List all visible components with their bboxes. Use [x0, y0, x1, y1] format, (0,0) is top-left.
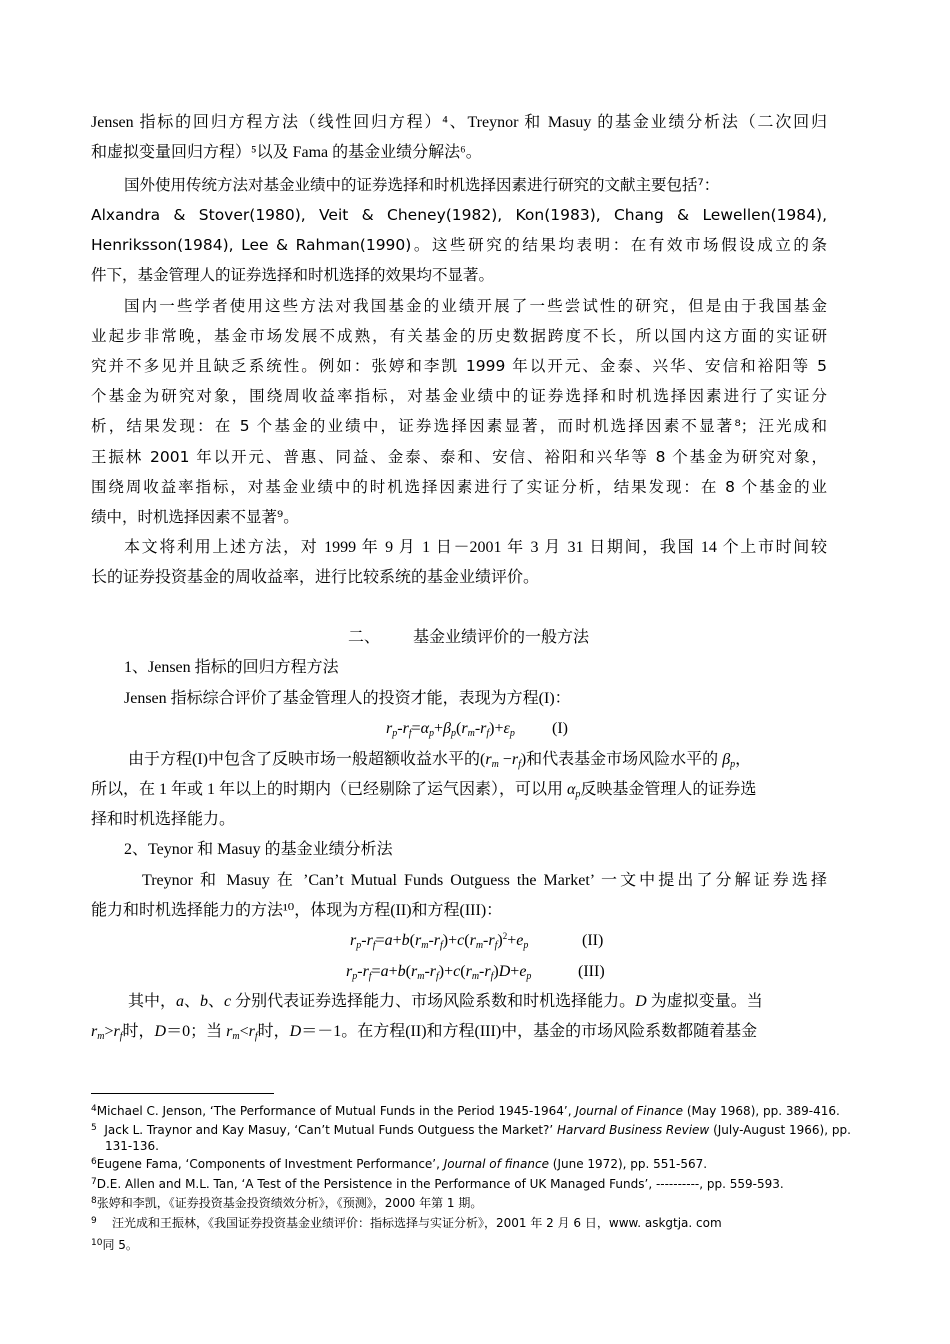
para3-line7: 围绕周收益率指标，对基金业绩中的时机选择因素进行了实证分析，结果发现：在 8 个基金的业 — [91, 478, 827, 496]
sub1-heading: 1、Jensen 指标的回归方程方法 — [124, 659, 339, 676]
footnote-5-cont: 131-136. — [105, 1139, 159, 1153]
para4-line2: 长的证券投资基金的周收益率，进行比较系统的基金业绩评价。 — [91, 569, 540, 586]
footnote-6: $^6$Eugene Fama, ‘Components of Investment Performance’, Journal of finance (June 1972), pp. 551-567. — [91, 1157, 708, 1171]
para2-line2: Alxandra & Stover(1980), Veit & Cheney(1982), Kon(1983), Chang & Lewellen(1984), — [91, 206, 827, 224]
footnote-5: $^5$ Jack L. Traynor and Kay Masuy, ‘Can’t Mutual Funds Outguess the Market?’ Harvard Business Review (July-August 1966), pp. — [91, 1123, 851, 1137]
sub2-where-line2: $r_m>r_f$时，D＝0；当 $r_m<r_f$时，D＝－1。在方程(II)和方程(III)中，基金的市场风险系数都随着基金 — [91, 1023, 758, 1042]
sub2-where-line1: 其中，a、b、c 分别代表证券选择能力、市场风险系数和时机选择能力。D 为虚拟变量。当 — [128, 993, 763, 1010]
para3-line4: 个基金为研究对象，围绕周收益率指标，对基金业绩中的证券选择和时机选择因素进行了实证分 — [91, 387, 827, 405]
footnote-10: $^{10}$同 5。 — [91, 1238, 138, 1252]
footnote-separator — [91, 1093, 274, 1094]
equation-1: $r_p-r_f=\alpha_p+\beta_p(r_m-r_f)+\varepsilon_p$ — [386, 720, 515, 739]
footnote-9: $^9$ 汪光成和王振林，《我国证券投资基金业绩评价：指标选择与实证分析》，2001 年 2 月 6 日，www. askgtja. com — [91, 1216, 722, 1230]
para4-line1: 本文将利用上述方法，对 1999 年 9 月 1 日－2001 年 3 月 31 日期间，我国 14 个上市时间较 — [124, 539, 827, 556]
para3-line2: 业起步非常晚，基金市场发展不成熟，有关基金的历史数据跨度不长，所以国内这方面的实证研 — [91, 327, 827, 345]
para3-line1: 国内一些学者使用这些方法对我国基金的业绩开展了一些尝试性的研究，但是由于我国基金 — [124, 297, 827, 315]
para1-line1: Jensen 指标的回归方程方法（线性回归方程）⁴、Treynor 和 Masuy 的基金业绩分析法（二次回归 — [91, 114, 827, 131]
footnote-8: $^8$张婷和李凯，《证券投资基金投资绩效分析》，《预测》，2000 年第 1 期。 — [91, 1196, 483, 1210]
sub2-intro-line2: 能力和时机选择能力的方法¹⁰，体现为方程(II)和方程(III)： — [91, 902, 503, 919]
sub2-intro-line1: Treynor 和 Masuy 在 ’Can’t Mutual Funds Outguess the Market’ 一文中提出了分解证券选择 — [142, 872, 827, 889]
para3-line5: 析，结果发现：在 5 个基金的业绩中，证券选择因素显著，而时机选择因素不显著⁸；汪光成和 — [91, 417, 827, 435]
sub1-explain-line1: 由于方程(I)中包含了反映市场一般超额收益水平的$(r_m -r_f)$和代表基金市场风险水平的 $\beta_p$， — [128, 751, 752, 770]
para3-line6: 王振林 2001 年以开元、普惠、同益、金泰、泰和、安信、裕阳和兴华等 8 个基金为研究对象， — [91, 448, 827, 466]
sub2-heading: 2、Teynor 和 Masuy 的基金业绩分析法 — [124, 841, 393, 858]
para3-line8: 绩中，时机选择因素不显著⁹。 — [91, 508, 299, 526]
para3-line3: 究并不多见并且缺乏系统性。例如：张婷和李凯 1999 年以开元、金泰、兴华、安信和裕阳等 5 — [91, 357, 827, 375]
footnote-7: $^7$D.E. Allen and M.L. Tan, ‘A Test of the Persistence in the Performance of UK Managed Funds’, ----------, pp. 559-593. — [91, 1177, 784, 1191]
sub1-explain-line3: 择和时机选择能力。 — [91, 811, 236, 828]
para2-line1: 国外使用传统方法对基金业绩中的证券选择和时机选择因素进行研究的文献主要包括⁷： — [124, 176, 720, 194]
section-number: 二、 — [348, 629, 381, 646]
equation-3: $r_p-r_f=a+b(r_m-r_f)+c(r_m-r_f)D+e_p$ — [346, 963, 532, 982]
sub1-explain-line2: 所以，在 1 年或 1 年以上的时期内（已经剔除了运气因素），可以用 $\alpha_p$反映基金管理人的证券选 — [91, 781, 757, 800]
para2-line3: Henriksson(1984), Lee & Rahman(1990)。这些研究的结果均表明：在有效市场假设成立的条 — [91, 236, 827, 254]
equation-1-label: (I) — [552, 720, 568, 737]
equation-2: $r_p-r_f=a+b(r_m-r_f)+c(r_m-r_f)^2+e_p$ — [350, 931, 529, 951]
footnote-4: $^4$Michael C. Jenson, ‘The Performance of Mutual Funds in the Period 1945-1964’, Journal of Finance (May 1968), pp. 389-416. — [91, 1104, 840, 1118]
equation-2-label: (II) — [582, 932, 604, 949]
para1-line2: 和虚拟变量回归方程）⁵以及 Fama 的基金业绩分解法⁶。 — [91, 144, 482, 161]
sub1-intro: Jensen 指标综合评价了基金管理人的投资才能，表现为方程(I)： — [124, 690, 571, 707]
para2-line4: 件下，基金管理人的证券选择和时机选择的效果均不显著。 — [91, 266, 495, 284]
section-title: 基金业绩评价的一般方法 — [413, 629, 590, 646]
equation-3-label: (III) — [578, 963, 605, 980]
